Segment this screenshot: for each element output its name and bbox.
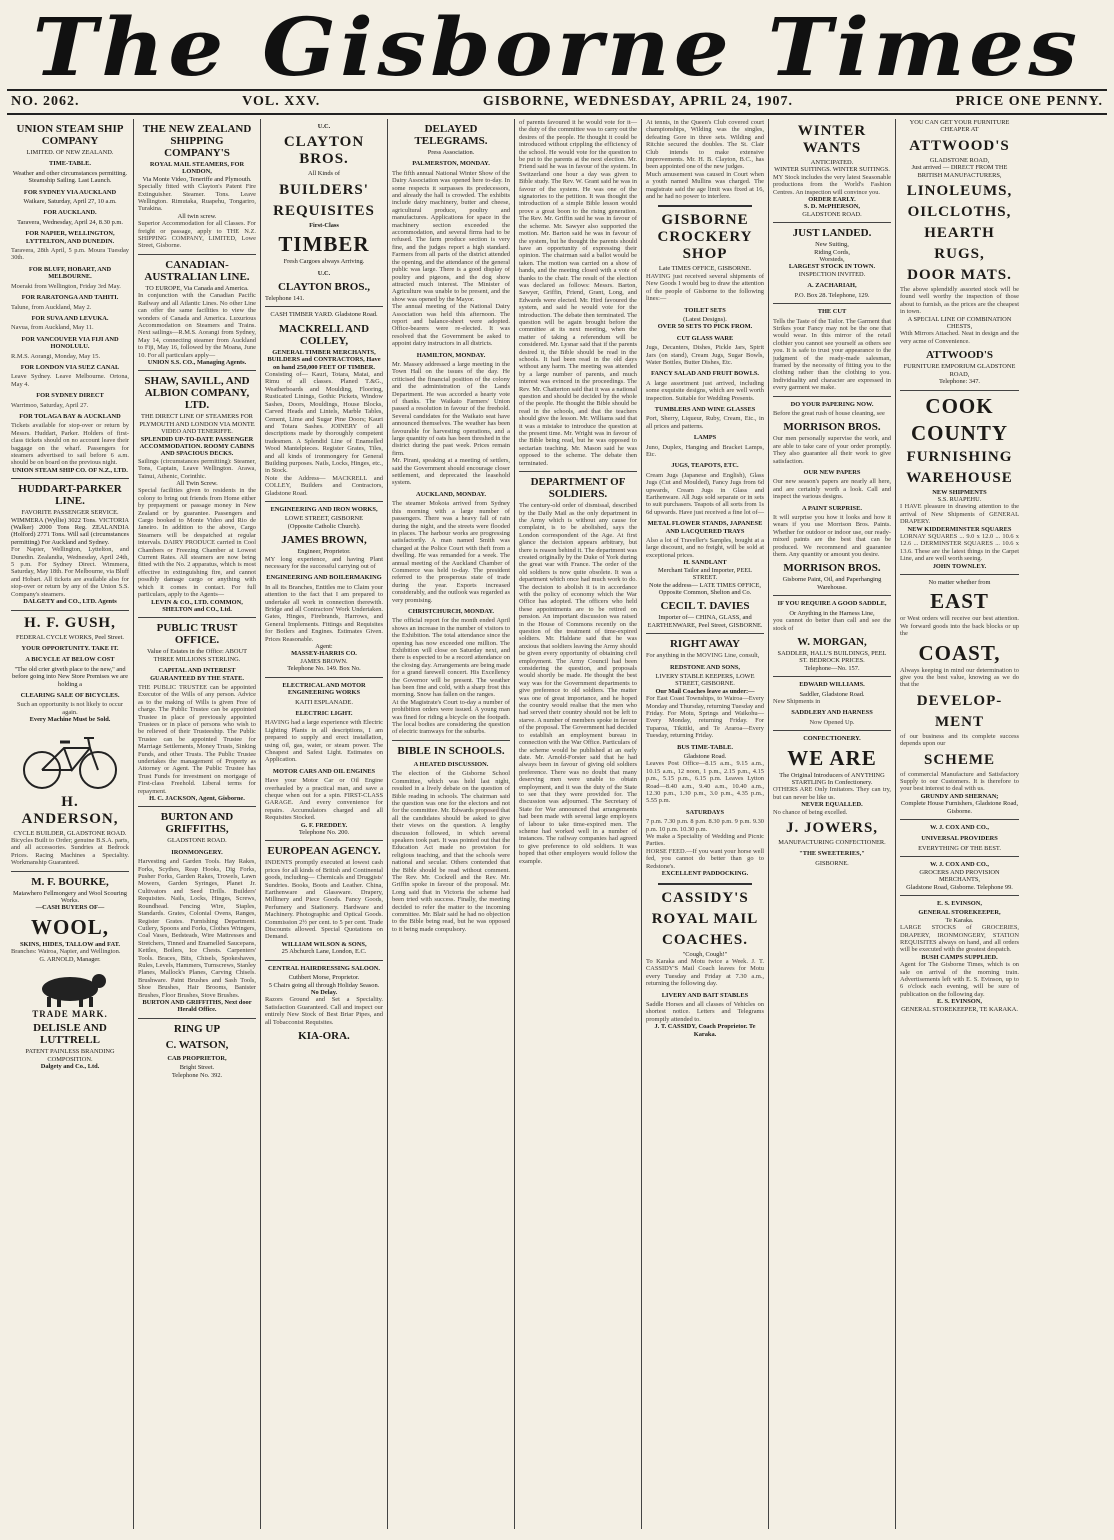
combination-chests: A SPECIAL LINE OF COMBINATION CHESTS,: [907, 315, 1012, 331]
jowers-sub: MANUFACTURING CONFECTIONER.: [778, 839, 886, 846]
never-equalled: NEVER EQUALLED.: [801, 801, 863, 809]
bourke-heading: M. F. BOURKE,: [31, 875, 109, 888]
furnishing-heading: FURNISHING: [906, 448, 1013, 465]
brown-telephone: Telephone No. 149. Box No.: [287, 665, 361, 673]
mackrell-heading: MACKRELL AND COLLEY,: [278, 322, 370, 347]
winter-suitings: WINTER SUITINGS. WINTER SUITINGS.: [774, 166, 890, 174]
clayton-heading-2: CLAYTON BROS.,: [277, 281, 370, 294]
no-matter-whether: No matter whether from: [928, 578, 991, 586]
worsteds: Worsteds,: [819, 256, 845, 264]
column-8: YOU CAN GET YOUR FURNITURE CHEAPER AT ATTWOOD'S GLADSTONE ROAD, Just arrived — DIRECT FROM THE BRITISH MANUFACTURERS, LINOLEUMS, OILCLOTHS, HEARTH RUGS, DOOR MATS. The above splendidly assorted stock will be found well worthy the inspection of those about to furnish, as the prices are the cheapest in town. A SPECIAL LINE OF COMBINATION CHESTS, With Mirrors Attached. Neat in design and the very acme of Convenience. ATTWOOD'S FURNITURE EMPORIUM GLADSTONE ROAD, Telephone: 347. COOK COUNTY FURNISHING WAREHOUSE NEW SHIPMENTS S.S. RUAPEHU. I HAVE pleasure in drawing attention to the arrival of New Shipments of GENERAL DRAPERY. NEW KIDDERMINSTER SQUARES LORNAY SQUARES ... 9.0 x 12.0 ... 10.6 x 12.6 ... DERMINSTER SQUARES ... 10.6 x 13.6. These are the latest things in the Carpet Line, and are well worth seeing. JOHN TOWNLEY. No matter whether from EAST or West orders will receive our best attention. We forward goods into the back blocks or up the COAST, Always keeping in mind our determination to give you the best value, knowing as we do that the DEVELOP- MENT of our business and its complete success depends upon our SCHEME of commercial Manufacture and Satisfactory Supply to our Customers. It is therefore to your best interest to deal with us. GRUNDY AND SHERNAN; Complete House Furnishers, Gladstone Road, Gisborne. W. J. COX AND CO., UNIVERSAL PROVIDERS EVERYTHING OF THE BEST. W. J. COX AND CO., GROCERS AND PROVISION MERCHANTS, Gladstone Road, Gisborne. Telephone 99. E. S. EVINSON, GENERAL STOREKEEPER, Te Karaka. LARGE STOCKS of GROCERIES, DRAPERY, IRONMONGERY, STATION REQUISITES always on hand, and all orders will be executed with the greatest despatch. BUSH CAMPS SUPPLIED. Agent for The Gisborne Times, which is on sale on arrival of the morning train. Advertisements left with E. S. Evinson, up to 6 o'clock each evening, will be sure of publication on the following day. E. S. EVINSON, GENERAL STOREKEEPER, TE KARAKA.: [900, 119, 1019, 1013]
scheme-heading: SCHEME: [923, 751, 995, 768]
inspection-invited: INSPECTION INVITED.: [798, 270, 866, 278]
public-trust-heading: PUBLIC TRUST OFFICE.: [156, 622, 238, 647]
bull-trademark-icon: [25, 967, 115, 1007]
morgan-heading: W. MORGAN,: [797, 635, 867, 648]
develop-heading: DEVELOP-: [916, 692, 1003, 709]
burton-sub: GLADSTONE ROAD.: [167, 837, 227, 845]
burton-heading: BURTON AND GRIFFITHS,: [160, 811, 234, 836]
east-heading: EAST: [930, 589, 989, 614]
papering-heading: DO YOUR PAPERING NOW.: [790, 400, 874, 408]
sweeteries: "THE SWEETERIES,": [799, 850, 865, 858]
issue-number: NO. 2062.: [11, 94, 80, 109]
column-6: At tennis, in the Queen's Club covered court championships, Wilding was the singles, defeating Gore in three sets. Wilding and Ritchie secured the doubles. The St. Clair Club intends to make extensive improvements. Mr. H. B. Clayton, B.C., has been appointed one of the new judges. Much amusement was caused in Court when a youth named Mullins was charged. The magistrate said the age limit was fixed at 16, and he had no power to interfere. GISBORNE CROCKERY SHOP Late TIMES OFFICE, GISBORNE. HAVING just received several shipments of New Goods I would beg to draw the attention of the people of Gisborne to the following lines:— TOILET SETS (Latest Designs). OVER 50 SETS TO PICK FROM. CUT GLASS WARE Jugs, Decanters, Dishes, Pickle Jars, Spirit Jars (on stand), Cream Jugs, Sugar Bowls, Water Bottles, Butter Dishes, Etc. FANCY SALAD AND FRUIT BOWLS. A large assortment just arrived, including some exquisite designs, which are well worth inspection. Suitable for Wedding Presents. TUMBLERS AND WINE GLASSES Port, Sherry, Liqueur, Ruby, Cream, Etc., in all prices and patterns. LAMPS Juno, Duplex, Hanging and Bracket Lamps, Etc. JUGS, TEAPOTS, ETC. Cream Jugs (Japanese and English), Glass Jugs (Cut and Moulded), Fancy Jugs from 6d upwards, Cream Jugs in Glass and Earthenware. All Jugs sold separate or in sets to suit purchasers. Teapots of all sorts from 1s 6d upwards. Have just received a fine lot of— METAL FLOWER STANDS, JAPANESE AND LACQUERED TRAYS Also a lot of Traveller's Samples, bought at a large discount, and no freight, will be sold at exceptional prices. H. SANDLANT Merchant Tailor and Importer, PEEL STREET. Note the address— LATE TIMES OFFICE, Opposite Common, Shelton and Co. CECIL T. DAVIES Importer of— CHINA, GLASS, and EARTHENWARE, Peel Street, GISBORNE. RIGHT AWAY For anything in the MOVING Line, consult, REDSTONE AND SONS, LIVERY STABLE KEEPERS, LOWE STREET, GISBORNE. Our Mail Coaches leave as under:— For East Coast Townships, to Wairoa—Every Monday and Thursday, returning Tuesday and Friday. For Motu, Springs and Waikohu—Every Monday, returning Friday. For Tuparoa, Tikitiki, and Te Araroa—Every Tuesday, returning Friday. BUS TIME-TABLE. Gladstone Road. Leaves Post Office—8.15 a.m., 9.15 a.m., 10.15 a.m., 12 noon, 1 p.m., 2.15 p.m., 4.15 p.m., 5.15 p.m., 6.15 p.m. Leaves Lytton Road—8.40 a.m., 9.40 a.m., 10.40 a.m., 12.30 p.m., 1.30 p.m., 3.0 p.m., 4.35 p.m., 5.55 p.m. SATURDAYS 7 p.m. 7.30 p.m. 8 p.m. 8.30 p.m. 9 p.m. 9.30 p.m. 10 p.m. 10.30 p.m. We make a Speciality of Wedding and Picnic Parties. HORSE FEED.—If you want your horse well fed, you cannot do better than go to Redstone's. EXCELLENT PADDOCKING. CASSIDY'S ROYAL MAIL COACHES. "Cough, Cough!" To Karaka and Motu twice a Week. J. T. CASSIDY'S Mail Coach leaves for Motu every Tuesday and Friday at 7.30 a.m., returning the following day. LIVERY AND BAIT STABLES Saddle Horses and all classes of Vehicles on shortest notice. Letters and Telegrams promptly attended to. J. T. CASSIDY, Coach Proprietor. Te Karaka.: [642, 119, 769, 1529]
winter-wants: WINTER WANTS: [797, 123, 867, 156]
timber-heading: TIMBER: [278, 232, 370, 257]
route-napier: FOR NAPIER, WELLINGTON, LYTTELTON, AND DUNEDIN.: [25, 230, 115, 245]
agent-label: Agent:: [315, 643, 333, 651]
paint-surprise: A PAINT SURPRISE.: [802, 504, 862, 512]
boilermaking-heading: ENGINEERING AND BOILERMAKING: [266, 574, 382, 582]
redstone-sub: LIVERY STABLE KEEPERS, LOWE STREET, GISBORNE.: [655, 672, 755, 688]
jugs-teapots: JUGS, TEAPOTS, ETC.: [671, 462, 739, 470]
hamilton-dateline: HAMILTON, MONDAY.: [416, 351, 486, 359]
brown-heading: JAMES BROWN,: [281, 534, 367, 547]
route-raratonga: FOR RARATONGA AND TAHITI.: [21, 294, 119, 302]
kia-ora: KIA-ORA.: [298, 1029, 350, 1042]
union-agents: UNION S.S. CO., Managing Agents.: [147, 358, 247, 366]
route-sydney-text: Waikare, Saturday, April 27, 10 a.m.: [23, 198, 117, 206]
chairs-text: 5 Chairs going all through Holiday Season.: [268, 981, 380, 989]
column-5: of parents favoured it he would vote for it—the duty of the committee was to carry out the desires of the people. He thought it could be introduced without crippling the efficiency of the school. He would vote for the question to be put to the parents at the next election. Mr. Friend said he was in favour of the system. In Switzerland one hour a day was given to Bible study. The Rev. W. Grant said he was in favour of the system. He was one of the signatories to the petition. It was thought the introduction of a simple Bible lesson would prove a great boon to the rising generation. The Rev. Mr. Griffin said he was in favour of the scheme. Mr. Sawyer also supported the motion. Mr. Barton said he was in favour of the system, but he thought the parents should have an opportunity of expressing their opinion. The chairman said a ballot would be taken. The motion was carried on a show of hands, and the meeting closed with a vote of thanks to the chair. The result of the election was declared as follows: Messrs. Barton, Sawyer, Griffin, Friend, Grant, Long, and Edwards were elected. Mr. Hird favoured the system, and said he would vote for the introduction. The debate then terminated. The question will be again brought before the committee at its next meeting, when the matter of taking a referendum will be considered. Mr. Lysnar said that if the parents desired it, the Bible should be read in the schools. It had been read in the old days without any harm. The meeting was attended by a large number of parents, and much interest was evinced in the proceedings. The Rev. Mr. Chatterton said that it was a national question and should be decided by the whole of the people. He thought the Bible should be read in the schools, and that the teachers should give the lesson. Mr. Williams said that it was a mistake to introduce the question at the present time. Mr. Wright was in favour of the Bible being read, but he was opposed to sectarian teaching. Mr. Mason said he was opposed to the scheme. The debate then terminated. DEPARTMENT OF SOLDIERS. The century-old order of dismissal, described by the Daily Mail as the only department in the Army which is without any cause for complaint, is to be abolished, says the London correspondent of the Age. At first glance the decision appears arbitrary, but there is reason behind it. The department was created originally by the Duke of York during the great war with France. The order of the old soldiers is now quite obsolete. It was a department which once had much work to do. The decision to abolish it is in accordance with the policy of economy which the War Office has adopted. The officers who held these appointments are to be retired on pension. An important discussion was raised in the House of Commons recently on the question of the treatment of time-expired soldiers. Mr. Haldane said that he was anxious that soldiers leaving the Army should be given every opportunity of obtaining civil employment. The Army Council had been considering the question, and proposals would shortly be made. He thought the best way was for the Government departments to give preference to old soldiers. The matter was one of great importance, and he hoped the country would realise that the men who had served their country should not be left to starve. A number of members spoke in favour of the proposal. The Government had decided to establish an employment bureau in connection with the War Office. Particulars of the scheme would be published at an early date. Mr. Arnold-Forster said that he had always been in favour of giving old soldiers preference. There was no doubt that many deserving men were unable to obtain employment, and it was the duty of the State to see that they were provided for. The discussion was adjourned. The Secretary of State for War announced that arrangements had been made with several large employers of labour to take time-expired men. The scheme had worked well in a number of instances. The railway companies had agreed to give preference to old soldiers. It was hoped that other employers would follow the example.: [515, 119, 642, 1529]
dalgety-signature: DALGETY and CO., LTD. Agents: [23, 598, 117, 606]
bus-timetable: BUS TIME-TABLE.: [677, 743, 733, 751]
grundy-sub: Complete House Furnishers, Gladstone Road, Gisborne.: [900, 800, 1019, 815]
mail-coaches: Our Mail Coaches leave as under:—: [655, 687, 755, 695]
horse-feed: HORSE FEED.—If you want your horse well fed, you cannot do better than go to Redstone's.: [646, 847, 764, 870]
twin-screw-2: All Twin Screw.: [176, 480, 218, 487]
furniture-cheaper: YOU CAN GET YOUR FURNITURE CHEAPER AT: [909, 119, 1010, 134]
cash-timber-yard: CASH TIMBER YARD. Gladstone Road.: [270, 311, 378, 319]
saturdays-heading: SATURDAYS: [686, 808, 724, 816]
toilet-sets: TOILET SETS: [684, 306, 726, 314]
freddy-signature: G. F. FREDDEY.: [300, 821, 348, 829]
nz-shipping-sub: ROYAL MAIL STEAMERS, FOR LONDON,: [149, 161, 245, 176]
attwoods-heading-2: ATTWOOD'S: [925, 349, 994, 362]
original-introducers: The Original Introducers of ANYTHING STARTLING In Confectionery.: [779, 771, 885, 786]
cassidy-heading-2: ROYAL MAIL: [651, 910, 759, 927]
townley-signature: JOHN TOWNLEY.: [932, 562, 987, 570]
new-shipments: NEW SHIPMENTS: [932, 488, 987, 496]
burton-foot: BURTON AND GRIFFITHS, Next door Herald Office.: [142, 998, 252, 1014]
note-address: Note the address— LATE TIMES OFFICE, Opposite Common, Shelton and Co.: [648, 581, 762, 596]
gush-heading: H. F. GUSH,: [24, 614, 116, 631]
rugs: RUGS,: [934, 246, 985, 263]
kaiti-esplanade: KAITI ESPLANADE.: [295, 698, 353, 706]
press-association: Press Association.: [427, 149, 475, 156]
route-auckland-text: Taravera, Wednesday, April 24, 8.30 p.m.: [17, 218, 123, 226]
grocers: GROCERS AND PROVISION MERCHANTS,: [919, 868, 1000, 884]
we-are-heading: WE ARE: [787, 745, 877, 770]
crockery-shop-heading: GISBORNE CROCKERY SHOP: [657, 212, 753, 263]
attwoods-telephone: Telephone: 347.: [938, 378, 981, 386]
jowers-gisborne: GISBORNE.: [815, 859, 849, 867]
lowe-street: LOWE STREET, GISBORNE: [284, 515, 364, 523]
grundy-heading: GRUNDY AND SHERNAN;: [920, 792, 999, 800]
anderson-heading: H. ANDERSON,: [21, 793, 119, 827]
union-sub: LIMITED. OF NEW ZEALAND.: [26, 149, 114, 156]
clearing-sale: CLEARING SALE OF BICYCLES.: [20, 691, 120, 699]
masthead-title: The Gisborne Times: [32, 0, 1082, 94]
wilson-heading: WILLIAM WILSON & SONS,: [281, 940, 367, 948]
morrison-sub: Gisborne Paint, Oil, and Paperhanging Warehouse.: [782, 576, 882, 591]
metal-flower-stands: METAL FLOWER STANDS, JAPANESE AND LACQUERED TRAYS: [647, 520, 763, 535]
confectionery-heading: CONFECTIONERY.: [803, 735, 861, 743]
bright-street: Bright Street.: [179, 1064, 215, 1072]
tumblers-wine-glasses: TUMBLERS AND WINE GLASSES: [654, 405, 756, 413]
te-karaka: Te Karaka.: [945, 916, 974, 924]
oilcloths: OILCLOTHS,: [907, 204, 1012, 221]
column-3: U.C. CLAYTON BROS. All Kinds of BUILDERS' REQUISITES First-Class TIMBER Fresh Cargoes always Arriving. U.C. CLAYTON BROS., Telephone 141. CASH TIMBER YARD. Gladstone Road. MACKRELL AND COLLEY, GENERAL TIMBER MERCHANTS, BUILDERS and CONTRACTORS, Have on hand 250,000 FEET OF TIMBER. Consisting of— Kauri, Totara, Matai, and Rimu of all classes. Planed T.&G., Weatherboards and Moulding, Flooring, Rusticated Linings, Gothic Pickets, Window Sashes, Doors, Mouldings, House Blocks, Carved Heads and Lintels, Marble Tables, Cement, Lime and Sugar Pine Doors; Kauri and Totara Sashes. JOINERY of all descriptions made by thoroughly competent tradesmen. A Splendid Line of Enamelled Wood Mantelpieces. Register Grates, Tiles, and all kinds of ironmongery for General Building purposes. Nails, Locks, Hinges, etc., in Stock. Note the Address— MACKRELL and COLLEY, Builders and Contractors, Gladstone Road. ENGINEERING AND IRON WORKS, LOWE STREET, GISBORNE (Opposite Catholic Church). JAMES BROWN, Engineer, Proprietor. MY long experience, and having Plant necessary for the successful carrying out of ENGINEERING AND BOILERMAKING In all its Branches, Entitles me to Claim your attention to the fact that I am prepared to undertake all work in connection therewith. Bridge and all Contractors' Work Undertaken. Gates, Hinges, Firebrands, Harrows, and General Implements. Fittings and Requisites for Boilers and Engines. Estimates Given. Prices Reasonable. Agent: MASSEY-HARRIS CO. JAMES BROWN. Telephone No. 149. Box No. ELECTRICAL AND MOTOR ENGINEERING WORKS KAITI ESPLANADE. ELECTRIC LIGHT. HAVING had a large experience with Electric Lighting Plants in all descriptions, I am prepared to supply and erect installation, using oil, gas, water, or steam power. The Cheapest and Safest Light. Estimates on Application. MOTOR CARS AND OIL ENGINES Have your Motor Car or Oil Engine overhauled by a practical man, and save a cheque when out for a spin. FIRST-CLASS GARAGE. And every convenience for repairs. Accumulators charged and all Requisites Stocked. G. F. FREDDEY. Telephone No. 200. EUROPEAN AGENCY. INDENTS promptly executed at lowest cash prices for all kinds of British and Continental goods, including— Chemicals and Druggists' Sundries. Books, Boots and Leather. China, Earthenware and Glassware. Drapery, Millinery and Piece Goods. Fancy Goods, Perfumery and Stationery. Hardware and Machinery. Photographic and Optical Goods. Commission 2½ per cent. to 5 per cent. Trade Discounts allowed. Special Quotations on Demand. WILLIAM WILSON & SONS, 25 Abchurch Lane, London, E.C. CENTRAL HAIRDRESSING SALOON. Cuthbert Morse, Proprietor. 5 Chairs going all through Holiday Season. No Delay. Razors Ground and Set a Speciality. Satisfaction Guaranteed. Call and inspect our entirely New Stock of Best Briar Pipes, and all Tobacconist Requisites. KIA-ORA.: [261, 119, 388, 1529]
bible-in-schools-heading: BIBLE IN SCHOOLS.: [397, 744, 505, 757]
union-signature: UNION STEAM SHIP CO. OF N.Z., LTD.: [12, 466, 128, 474]
toilet-sets-sub: (Latest Designs).: [683, 315, 727, 323]
huddart-heading: HUDDART-PARKER LINE.: [18, 483, 122, 508]
jowers-heading: J. JOWERS,: [785, 820, 879, 836]
watson-telephone: Telephone No. 392.: [171, 1071, 223, 1079]
european-agency: EUROPEAN AGENCY.: [267, 845, 381, 858]
auckland-dateline: AUCKLAND, MONDAY.: [415, 490, 486, 498]
trademark-label: TRADE MARK.: [32, 1009, 108, 1020]
route-bluff: FOR BLUFF, HOBART, AND MELBOURNE.: [28, 265, 112, 281]
anticipated: ANTICIPATED.: [810, 159, 854, 166]
redstone-heading: REDSTONE AND SONS,: [669, 663, 741, 671]
excellent-paddocking: EXCELLENT PADDOCKING.: [661, 870, 749, 878]
uc-mark: U.C.: [317, 123, 331, 130]
livery-stables: LIVERY AND BAIT STABLES: [661, 991, 749, 999]
ring-up: RING UP: [173, 1022, 221, 1035]
every-machine: Every Machine Must be Sold.: [29, 716, 111, 724]
route-suva: FOR SUVA AND LEVUKA.: [31, 314, 109, 322]
levin-agents: LEVIN & CO., LTD. COMMON, SHELTON and CO., Ltd.: [151, 598, 243, 613]
bicycle-illustration: [20, 728, 120, 790]
clayton-telephone: Telephone 141.: [265, 295, 305, 303]
just-arrived: Just arrived — DIRECT FROM THE BRITISH MANUFACTURERS,: [911, 164, 1008, 179]
christchurch-dateline: CHRISTCHURCH, MONDAY.: [408, 607, 494, 615]
first-class: First-Class: [309, 221, 339, 229]
shaw-sub: THE DIRECT LINE OF STEAMERS FOR PLYMOUTH AND LONDON VIA MONTE VIDEO AND TENERIFFE.: [139, 413, 255, 436]
largest-stock: LARGEST STOCK IN TOWN.: [788, 263, 876, 271]
watson-heading: C. WATSON,: [165, 1038, 229, 1051]
delisle-sub: PATENT PAINLESS BRANDING COMPOSITION.: [25, 1048, 115, 1063]
mcpherson-heading: S. D. McPHERSON,: [804, 203, 860, 211]
harness-line: Or Anything in the Harness Line,: [789, 609, 875, 617]
freddy-telephone: Telephone No. 200.: [298, 829, 350, 836]
ment-heading: MENT: [935, 713, 984, 730]
coast-heading: COAST,: [918, 640, 1001, 665]
opposite-church: (Opposite Catholic Church).: [287, 522, 361, 530]
all-kinds: All Kinds of: [308, 170, 340, 178]
route-vancouver: FOR VANCOUVER VIA FIJI AND HONOLULU.: [21, 335, 119, 351]
shaw-text: SPLENDID UP-TO-DATE PASSENGER ACCOMMODATION. ROOMY CABINS AND SPACIOUS DECKS.: [139, 435, 255, 458]
bus-sub: Gladstone Road.: [683, 753, 727, 760]
bush-camps: BUSH CAMPS SUPPLIED.: [921, 953, 998, 961]
capital-guaranteed: CAPITAL AND INTEREST GUARANTEED BY THE STATE.: [150, 667, 244, 682]
gush-sub: FEDERAL CYCLE WORKS, Peel Street.: [16, 633, 124, 641]
public-trust-text: Value of Estates in the Office: ABOUT THREE MILLIONS STERLING.: [147, 648, 247, 663]
riding-cords: Riding Cords,: [814, 248, 850, 256]
old-crier-text: "The old crier giveth place to the new," and before going into New Store Premises we are holding a: [12, 665, 128, 688]
union-heading: UNION STEAM SHIP COMPANY: [16, 123, 124, 147]
zachariah-heading: A. ZACHARIAH,: [807, 282, 857, 290]
new-suiting: New Suiting,: [815, 241, 849, 249]
opportunity-heading: YOUR OPPORTUNITY. TAKE IT.: [21, 644, 119, 652]
universal-providers: UNIVERSAL PROVIDERS: [921, 835, 998, 843]
door-mats: DOOR MATS.: [907, 267, 1012, 284]
motor-cars-heading: MOTOR CARS AND OIL ENGINES: [272, 767, 376, 775]
cox-heading: W. J. COX AND CO.,: [929, 824, 990, 832]
davies-heading: CECIL T. DAVIES: [660, 600, 750, 613]
delisle-heading: DELISLE AND LUTTRELL: [33, 1022, 107, 1047]
grocers-sub: Gladstone Road, Gisborne. Telephone 99.: [906, 883, 1013, 891]
fancy-salad: FANCY SALAD AND FRUIT BOWLS.: [650, 370, 759, 378]
general-storekeeper: GENERAL STOREKEEPER,: [918, 909, 1001, 917]
column-4: DELAYED TELEGRAMS. Press Association. PALMERSTON, MONDAY. The fifth annual National Winter Show of the Dairy Association was opened here to-day. In some respects it surpasses its predecessors, and already the hall is crowded. The exhibits include dairy machinery, butter and cheese, agricultural produce, poultry and manufactures. Applications for space in the machinery section exceeded the accommodation, and several firms had to be refused. The farm produce section is very fine, and the judges report a high standard. Farmers from all parts of the district attended the opening, and the attendance of the general public was large. There is a good display of poultry and pigeons, and the dog show attracted much interest. The Minister of Agriculture was unable to be present, and the show was opened by the Mayor. The annual meeting of the National Dairy Association was held this afternoon. The report and balance-sheet were adopted. Office-bearers were re-elected. It was resolved that the Government be asked to appoint dairy instructors in all districts. HAMILTON, MONDAY. Mr. Massey addressed a large meeting in the Town Hall on the issues of the day. He criticised the financial position of the colony and the administration of the Lands Department. He was accorded a hearty vote of thanks. The Waikato Farmers' Union passed a resolution in favour of the freehold. Several candidates for the Waikato seat have announced themselves. The weather has been favourable for harvesting operations, and a large quantity of oats has been threshed in the district during the past week. Prices remain firm. Mr. Pirani, speaking at a meeting of settlers, said the Government should encourage closer settlement, and deprecated the leasehold system. AUCKLAND, MONDAY. The steamer Mokoia arrived from Sydney this morning with a large number of passengers. There was a heavy fall of rain during the night, and the streets were flooded in places. The harbour works are progressing satisfactorily. A man named Smith was charged at the Police Court with theft from a dwelling. He was remanded for a week. The annual meeting of the Auckland Chamber of Commerce was held to-day. The president referred to the prosperous state of trade during the year. Exports increased considerably, and the outlook was regarded as very promising. CHRISTCHURCH, MONDAY. The official report for the month ended April shows an increase in the number of visitors to the Exhibition. The total attendance since the opening has now exceeded one million. The Exhibition will close on Saturday next, and there is expected to be a record attendance on the closing day. Arrangements are being made for a grand farewell concert. His Excellency the Governor will be present. The weather has been fine and cold, with a sharp frost this morning. Snow has fallen on the ranges. At the Magistrate's Court to-day a number of prohibition orders were issued. A young man was fined for riding a bicycle on the footpath. The local bodies are considering the question of electric tramways for the suburbs. BIBLE IN SCHOOLS. A HEATED DISCUSSION. The election of the Gisborne School Committee, which was held last night, resulted in a lively debate on the question of Bible reading in schools. The chairman said the question was one for the electors and not for the committee. Mr. Edwards proposed that all the candidates should be asked to give their views on the question. A lengthy discussion followed, in which several speakers took part. It was pointed out that the Education Act made no provision for religious teaching, and that the schools were national and secular. Others contended that the Bible should be read without comment. The Rev. Mr. Cockrell and the Rev. Mr. Griffin spoke in favour of the proposal. Mr. Long said that in Victoria the scheme had been tried with success. Finally, the meeting decided to refer the matter to the incoming committee. Mr. Blair said he had no objection to the Bible being read, but he was opposed to it being made compulsory.: [388, 119, 515, 1529]
morgan-sub: SADDLER, HALL'S BUILDINGS, PEEL ST. BEDROCK PRICES.: [777, 649, 887, 665]
brown-signature: JAMES BROWN.: [300, 657, 348, 665]
mcpherson-sub: GLADSTONE ROAD.: [802, 210, 862, 218]
cassidy-signature: J. T. CASSIDY, Coach Proprietor. Te Karaka.: [654, 1023, 756, 1038]
cassidy-heading-3: COACHES.: [662, 931, 748, 948]
cox-heading-2: W. J. COX AND CO.,: [929, 861, 990, 869]
column-1: UNION STEAM SHIP COMPANY LIMITED. OF NEW ZEALAND. TIME-TABLE. Weather and other circumstances permitting. Steamship Sailing. Last Launch. FOR SYDNEY VIA AUCKLAND Waikare, Saturday, April 27, 10 a.m. FOR AUCKLAND. Taravera, Wednesday, April 24, 8.30 p.m. FOR NAPIER, WELLINGTON, LYTTELTON, AND DUNEDIN. Taravera, 28th April, 5 p.m. Moura Tuesday 30th. FOR BLUFF, HOBART, AND MELBOURNE. Moeraki from Wellington, Friday 3rd May. FOR RARATONGA AND TAHITI. Talune, from Auckland, May 2. FOR SUVA AND LEVUKA. Navua, from Auckland, May 11. FOR VANCOUVER VIA FIJI AND HONOLULU. R.M.S. Aorangi, Monday, May 15. FOR LONDON VIA SUEZ CANAL Leave Sydney. Leave Melbourne. Ortona, May 4. FOR SYDNEY DIRECT Warrimoo, Saturday, April 27. FOR TOLAGA BAY & AUCKLAND Tickets available for stop-over or return by Messrs. Huddart, Parker. Holders of first-class tickets should on no account leave their baggage on the wharf. Passengers for steamers advertised to sail before 6 a.m. should be on board on the previous night. UNION STEAM SHIP CO. OF N.Z., LTD. HUDDART-PARKER LINE. FAVORITE PASSENGER SERVICE. WIMMERA (Wyllie) 3022 Tons. VICTORIA (Walker) 2000 Tons Reg. ZEALANDIA (Holford) 2771 Tons. Will sail (circumstances permitting) For Auckland and Sydney. For Napier, Wellington, Lyttelton, and Dunedin. Zealandia, Wednesday, April 24th, 5 p.m. For Sydney Direct. Wimmera, Saturday, May 18th. For Melbourne, via Bluff and Hobart. All tickets are available also for stop-over or return by any of the Union S.S. Company's steamers. DALGETY and CO., LTD. Agents H. F. GUSH, FEDERAL CYCLE WORKS, Peel Street. YOUR OPPORTUNITY. TAKE IT. A BICYCLE AT BELOW COST "The old crier giveth place to the new," and before going into New Store Premises we are holding a CLEARING SALE OF BICYCLES. Such an opportunity is not likely to occur again. Every Machine Must be Sold. H. ANDERSON, CYCLE BUILDER, GLADSTONE ROAD. Bicycles Built to Order; genuine B.S.A. parts, and all accessories. Sundries at Bedrock Prices. Racing Machines a Speciality. Workmanship Guaranteed. M. F. BOURKE, Matawhero Fellmongery and Wool Scouring Works. —CASH BUYERS OF— WOOL, SKINS, HIDES, TALLOW and FAT. Branches: Wairoa, Napier, and Wellington. G. ARNOLD, Manager. TRADE MARK. DELISLE AND LUTTRELL PATENT PAINLESS BRANDING COMPOSITION. Dalgety and Co., Ltd.: [7, 119, 134, 1529]
huddart-text: WIMMERA (Wyllie) 3022 Tons. VICTORIA (Walker) 2000 Tons Reg. ZEALANDIA (Holford) 2771 Tons. Will sail (circumstances permitting) For Auckland and Sydney.: [11, 516, 129, 546]
masthead: [7, 0, 1107, 94]
department-of-soldiers-heading: DEPARTMENT OF SOLDIERS.: [530, 476, 626, 501]
arnold-signature: G. ARNOLD, Manager.: [39, 955, 101, 963]
saddle-heading: IF YOU REQUIRE A GOOD SADDLE,: [777, 600, 887, 608]
bicycle-heading: A BICYCLE AT BELOW COST: [25, 656, 115, 664]
huddart-sub: FAVORITE PASSENGER SERVICE.: [21, 509, 119, 517]
furniture-emporium: FURNITURE EMPORIUM GLADSTONE ROAD,: [903, 363, 1016, 378]
cuthbert-proprietor: Cuthbert Morse, Proprietor.: [288, 974, 360, 982]
canadian-sub: TO EUROPE, Via Canada and America.: [145, 284, 249, 292]
wilson-address: 25 Abchurch Lane, London, E.C.: [281, 948, 367, 956]
nz-shipping-text: Via Monte Video, Teneriffe and Plymouth.: [142, 175, 252, 183]
sandlant-sub: Merchant Tailor and Importer, PEEL STREET.: [657, 566, 753, 582]
wool-heading: WOOL,: [31, 914, 109, 939]
timetable-heading: TIME-TABLE.: [49, 160, 91, 168]
new-papers: OUR NEW PAPERS: [803, 469, 861, 476]
county-heading: COUNTY: [910, 420, 1008, 445]
electric-light: ELECTRIC LIGHT.: [295, 709, 353, 717]
route-suez: FOR LONDON VIA SUEZ CANAL: [20, 363, 120, 371]
fresh-cargoes: Fresh Cargoes always Arriving.: [283, 258, 365, 266]
no-delay: No Delay.: [310, 988, 338, 996]
evinson-foot: GENERAL STOREKEEPER, TE KARAKA.: [901, 1005, 1018, 1013]
cassidy-heading-1: CASSIDY'S: [661, 889, 749, 906]
twin-screw: All twin screw.: [177, 212, 217, 220]
skins-line: SKINS, HIDES, TALLOW and FAT.: [20, 940, 120, 948]
order-early: ORDER EARLY.: [808, 196, 856, 204]
morrison-heading: MORRISON BROS.: [783, 421, 881, 434]
crockery-sub: Late TIMES OFFICE, GISBORNE.: [658, 265, 752, 273]
evinson-signature: E. S. EVINSON,: [937, 998, 982, 1006]
williams-heading: EDWARD WILLIAMS.: [799, 681, 865, 689]
cut-glass-ware: CUT GLASS WARE: [676, 334, 734, 342]
right-away-heading: RIGHT AWAY: [669, 638, 740, 651]
massey-harris: MASSEY-HARRIS CO.: [291, 650, 357, 658]
saddlery-harness: SADDLERY AND HARNESS: [791, 709, 873, 717]
route-tolaga: FOR TOLAGA BAY & AUCKLAND: [19, 412, 121, 420]
delayed-telegrams-heading: DELAYED TELEGRAMS.: [414, 123, 488, 147]
kidderminster-squares: NEW KIDDERMINSTER SQUARES: [907, 525, 1012, 533]
route-sydney-direct: FOR SYDNEY DIRECT: [36, 392, 104, 400]
lamps-heading: LAMPS: [693, 434, 717, 442]
route-sydney: FOR SYDNEY VIA AUCKLAND: [23, 188, 117, 196]
clayton-heading: CLAYTON BROS.: [283, 134, 365, 168]
sandlant-heading: H. SANDLANT: [683, 559, 727, 567]
mackrell-sub: GENERAL TIMBER MERCHANTS, BUILDERS and CONTRACTORS, Have on hand 250,000 FEET OF TIMBER.: [267, 348, 381, 371]
evinson-heading: E. S. EVINSON,: [937, 899, 982, 907]
everything-best: EVERYTHING OF THE BEST.: [918, 844, 1001, 852]
over-50-sets: OVER 50 SETS TO PICK FROM.: [657, 323, 753, 331]
the-cut: THE CUT: [817, 308, 847, 316]
uc-mark-2: U.C.: [317, 269, 331, 277]
zachariah-sub: P.O. Box 28. Telephone, 129.: [794, 291, 870, 299]
ironmongery-heading: IRONMONGERY.: [171, 848, 223, 856]
warehouse-heading: WAREHOUSE: [906, 469, 1013, 486]
place-date: GISBORNE, WEDNESDAY, APRIL 24, 1907.: [482, 94, 793, 109]
jackson-signature: H. C. JACKSON, Agent, Gisborne.: [149, 795, 245, 803]
palmerston-dateline: PALMERSTON, MONDAY.: [412, 160, 490, 168]
just-landed: JUST LANDED.: [792, 227, 872, 240]
nz-shipping-heading: THE NEW ZEALAND SHIPPING COMPANY'S: [142, 123, 252, 159]
shaw-heading: SHAW, SAVILL, AND ALBION COMPANY, LTD.: [144, 375, 250, 412]
newspaper-page: [7, 0, 1107, 1530]
timetable-text: Weather and other circumstances permitting. Steamship Sailing. Last Launch.: [12, 169, 128, 185]
hairdressing-heading: CENTRAL HAIRDRESSING SALOON.: [267, 964, 381, 972]
column-2: THE NEW ZEALAND SHIPPING COMPANY'S ROYAL MAIL STEAMERS, FOR LONDON, Via Monte Video, Teneriffe and Plymouth. Specially fitted with Clayton's Patent Fire Extinguisher. Steamer. Tons. Leave Wellington. Rimutaka, Ruapehu, Tongariro, Turakina. All twin screw. Superior Accommodation for all Classes. For freight or passage, apply to THE N.Z. SHIPPING COMPANY, LIMITED, Lowe Street, Gisborne. CANADIAN-AUSTRALIAN LINE. TO EUROPE, Via Canada and America. In conjunction with the Canadian Pacific Railway and all Atlantic Lines. No other Line can offer the same facilities to view the wonders of Canada and America. Luxurious Accommodation on Steamers and Trains. Next sailings—R.M.S. Aorangi from Sydney, May 14, connecting steamer from Auckland to Fiji, May 16, followed by the Moana, June 10. For all particulars apply— UNION S.S. CO., Managing Agents. SHAW, SAVILL, AND ALBION COMPANY, LTD. THE DIRECT LINE OF STEAMERS FOR PLYMOUTH AND LONDON VIA MONTE VIDEO AND TENERIFFE. SPLENDID UP-TO-DATE PASSENGER ACCOMMODATION. ROOMY CABINS AND SPACIOUS DECKS. Sailings (circumstances permitting): Steamer, Tons, Captain, Leave Wellington. Arawa, Tainui, Athenic, Corinthic. All Twin Screw. Special facilities given to residents in the colony to bring out friends from Home either by prepayment or passage money in New Zealand or by guarantee. Passengers and Cargo booked to Monte Video and Rio de Janeiro. In addition to the above, Cargo Steamers will be despatched at regular intervals. DAIRY PRODUCE carried in Cool Chambers or Freezing Chamber at Lowest Current Rates. All steamers are now being fitted with the No. 2 apparatus, which is most effective in extinguishing fire, and cannot possibly damage cargo or anything with which it comes in contact. For full particulars, apply to the Agents— LEVIN & CO., LTD. COMMON, SHELTON and CO., Ltd. PUBLIC TRUST OFFICE. Value of Estates in the Office: ABOUT THREE MILLIONS STERLING. CAPITAL AND INTEREST GUARANTEED BY THE STATE. THE PUBLIC TRUSTEE can be appointed Executor of the Wills of any person. Advice as to the making of Wills is given Free of charge. The Public Trustee can be appointed Trustee in place of previously appointed Trustees or in place of persons who wish to be relieved of their Trusteeship. The Public Trustee can be appointed Trustee for Marriage Settlements, Money Trusts, Sinking Funds, and other Trusts. The Public Trustee undertakes the management of Property as Attorney or Agent. The Public Trustee has Trust Funds for investment on mortgage of First-class Freehold. Liberal terms for repayment. H. C. JACKSON, Agent, Gisborne. BURTON AND GRIFFITHS, GLADSTONE ROAD. IRONMONGERY. Harvesting and Garden Tools. Hay Rakes, Forks, Scythes, Reap Hooks, Dig Forks, Pusher Forks, Garden Rakes, Trowels, Lawn Mowers, Garden Syringes, Planet Jr. Cultivators and Seed Drills. Builders' Requisites. Nails, Locks, Hinges, Screws, Roundhead. Fencing Wire, Staples, Standards. Grates, Colonial Ovens, Ranges, Register Grates. Furnishing Department. Cutlery, Spoons and Forks, Clothes Wringers, Coal Vases, Bedsteads, Wire Mattresses and Stretchers, Tinned and Enamelled Saucepans, Kettles, Boilers, Ice Chests. Carpenters' Tools. Braces, Bits, Chisels, Spokeshaves, Rules, Levels, Hammers, Turnscrews, Stanley Planes, Mallock's Planes, Carving Chisels. Brushware. Paint Brushes and Sash Tools, Shoe Brushes, Hair Brooms, Banister Brushes, Floor Brushes, Stove Brushes. BURTON AND GRIFFITHS, Next door Herald Office. RING UP C. WATSON, CAB PROPRIETOR, Bright Street. Telephone No. 392.: [134, 119, 261, 1529]
builders-heading: BUILDERS': [279, 181, 369, 198]
columns: [7, 119, 1107, 1529]
volume-number: VOL. XXV.: [242, 94, 321, 109]
canadian-heading: CANADIAN-AUSTRALIAN LINE.: [144, 258, 250, 283]
column-7: WINTER WANTS ANTICIPATED. WINTER SUITINGS. WINTER SUITINGS. MY Stock includes the very latest Seasonable productions from the World's Fashion Centres. An inspection will convince you. ORDER EARLY. S. D. McPHERSON, GLADSTONE ROAD. JUST LANDED. New Suiting, Riding Cords, Worsteds, LARGEST STOCK IN TOWN. INSPECTION INVITED. A. ZACHARIAH, P.O. Box 28. Telephone, 129. THE CUT Tells the Taste of the Tailor. The Garment that Strikes your Fancy may not be the one that would wear. In this mirror of the retail clothier you cannot see yourself as others see you. It is safe to trust your appearance to the judgment of the ready-made salesman, framed by the necessity of fitting you to the clothing rather than the clothing to you. Individuality and character are expressed in every garment we make. DO YOUR PAPERING NOW. Before the great rush of house cleaning, see MORRISON BROS. Our men personally supervise the work, and are able to take care of your order promptly. They also guarantee all their work to give satisfaction. OUR NEW PAPERS Our new season's papers are nearly all here, and are certainly worth a look. Call and inspect the various designs. A PAINT SURPRISE. It will surprise you how it looks and how it wears if you use Morrison Bros. Paints. Whether for outdoor or indoor use, our ready-mixed paints are the best that can be produced. We recommend and guarantee them. Any quantity or amount you desire. MORRISON BROS. Gisborne Paint, Oil, and Paperhanging Warehouse. IF YOU REQUIRE A GOOD SADDLE, Or Anything in the Harness Line, you cannot do better than call and see the stock of W. MORGAN, SADDLER, HALL'S BUILDINGS, PEEL ST. BEDROCK PRICES. Telephone—No. 157. EDWARD WILLIAMS. Saddler, Gladstone Road. New Shipments in SADDLERY AND HARNESS Now Opened Up. CONFECTIONERY. WE ARE The Original Introducers of ANYTHING STARTLING In Confectionery. OTHERS ARE Only Imitators. They can try, but can never be like us. NEVER EQUALLED. No chance of being excelled. J. JOWERS, MANUFACTURING CONFECTIONER. "THE SWEETERIES," GISBORNE.: [769, 119, 896, 1529]
engineering-heading: ENGINEERING AND IRON WORKS,: [270, 505, 378, 513]
hearth: HEARTH: [924, 225, 995, 242]
davies-sub: Importer of— CHINA, GLASS, and EARTHENWARE, Peel Street, GISBORNE.: [647, 614, 763, 629]
linoleums: LINOLEUMS,: [906, 183, 1013, 200]
bourke-sub: Matawhero Fellmongery and Wool Scouring Works.: [12, 889, 128, 904]
anderson-sub: CYCLE BUILDER, GLADSTONE ROAD.: [13, 829, 127, 837]
electrical-heading: ELECTRICAL AND MOTOR ENGINEERING WORKS: [282, 681, 366, 697]
attwoods-sub: GLADSTONE ROAD,: [929, 156, 990, 164]
morgan-telephone: Telephone—No. 157.: [804, 664, 860, 672]
heated-discussion-heading: A HEATED DISCUSSION.: [413, 760, 489, 768]
requisites-heading: REQUISITES: [273, 202, 375, 219]
brown-sub: Engineer, Proprietor.: [297, 548, 351, 556]
cab-proprietor: CAB PROPRIETOR,: [167, 1054, 227, 1062]
morrison-heading-2: MORRISON BROS.: [783, 562, 881, 575]
delisle-foot: Dalgety and Co., Ltd.: [40, 1063, 100, 1071]
cash-buyers: —CASH BUYERS OF—: [35, 904, 105, 912]
cook-heading: COOK: [925, 393, 994, 418]
attwoods-heading: ATTWOOD'S: [909, 137, 1010, 154]
williams-sub: Saddler, Gladstone Road.: [799, 690, 865, 698]
route-auckland: FOR AUCKLAND.: [43, 209, 97, 217]
ss-ruapehu: S.S. RUAPEHU.: [937, 495, 982, 503]
cough-line: "Cough, Cough!": [682, 950, 728, 958]
price: PRICE ONE PENNY.: [955, 94, 1103, 109]
